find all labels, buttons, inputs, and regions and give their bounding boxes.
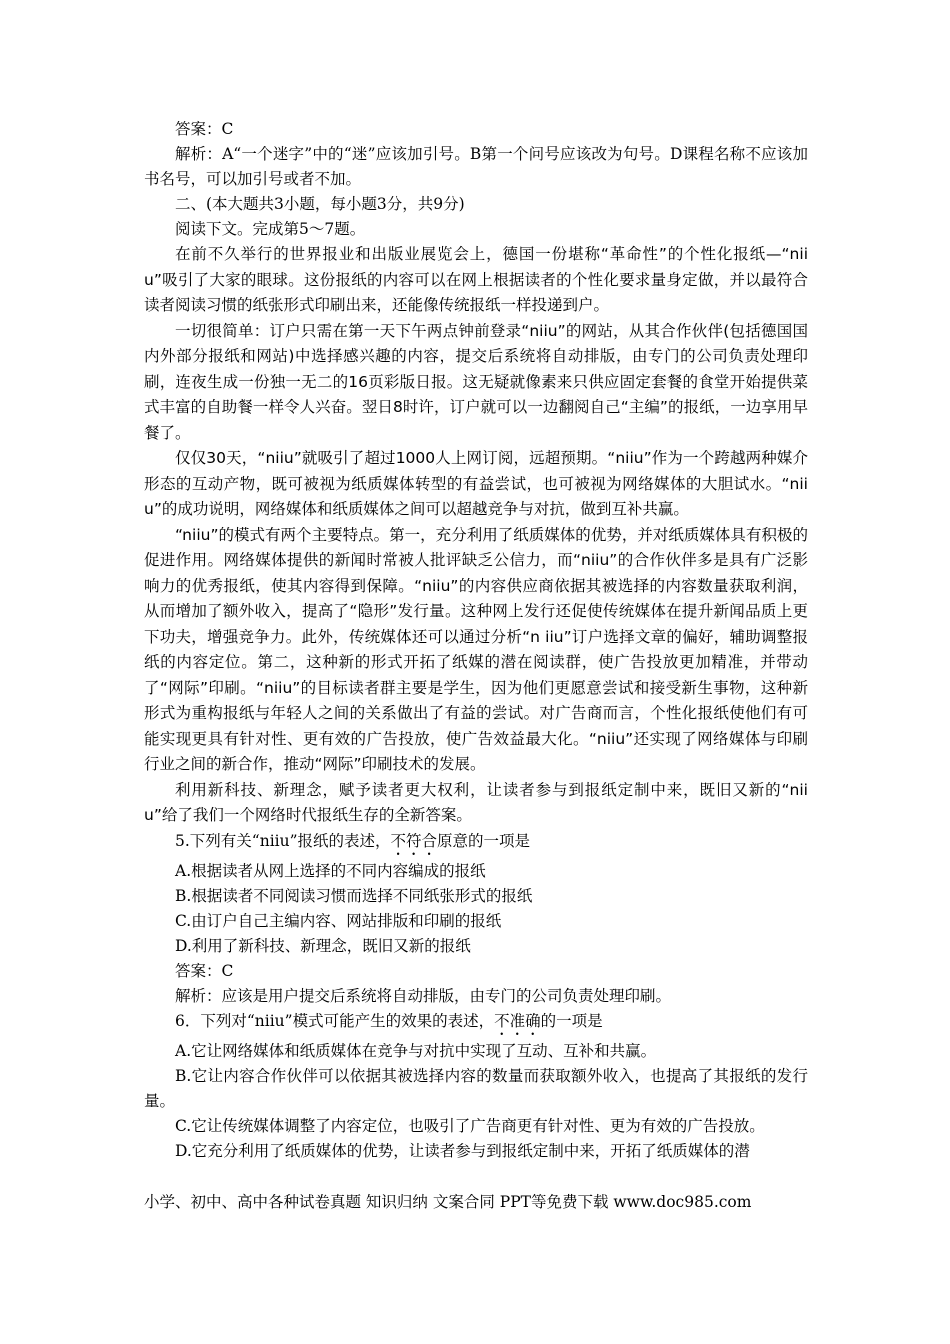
q5-option-c: C.由订户自己主编内容、网站排版和印刷的报纸 bbox=[175, 911, 502, 930]
q6-stem-before: 6．下列对“niiu”模式可能产生的效果的表述， bbox=[175, 1011, 495, 1030]
q5-option-a: A.根据读者从网上选择的不同内容编成的报纸 bbox=[175, 861, 486, 880]
answer-1: 答案：C bbox=[175, 120, 234, 138]
q6-stem-emphasis: 不准确 bbox=[494, 1011, 541, 1030]
analysis-1: 解析：A“一个迷字”中的“迷”应该加引号。B第一个问号应该改为句号。D课程名称不应该加书名号，可以加引号或者不加。 bbox=[144, 145, 808, 188]
article-paragraph: 仅仅30天，“niiu”就吸引了超过1000人上网订阅，远超预期。“niiu”作为一个跨越两种媒介形态的互动产物，既可被视为纸质媒体转型的有益尝试，也可被视为网络媒体的大胆试水。“niiu”的成功说明，网络媒体和纸质媒体之间可以超越竞争与对抗，做到互补共赢。 bbox=[144, 449, 808, 518]
q6-stem-after: 的一项是 bbox=[540, 1011, 603, 1030]
q6-option-b: B.它让内容合作伙伴可以依据其被选择内容的数量而获取额外收入，也提高了其报纸的发行量。 bbox=[144, 1066, 808, 1110]
q5-stem-after: 原意的一项是 bbox=[437, 831, 531, 850]
article-paragraph: 一切很简单：订户只需在第一天下午两点钟前登录“niiu”的网站，从其合作伙伴(包括德国国内外部分报纸和网站)中选择感兴趣的内容，提交后系统将自动排版，由专门的公司负责处理印刷，连夜生成一份独一无二的16页彩版日报。这无疑就像素来只供应固定套餐的食堂开始提供菜式丰富的自助餐一样令人兴奋。翌日8时许，订户就可以一边翻阅自己“主编”的报纸，一边享用早餐了。 bbox=[144, 321, 808, 442]
page-footer: 小学、初中、高中各种试卷真题 知识归纳 文案合同 PPT等免费下载 www.doc985.com bbox=[144, 1193, 752, 1211]
q5-answer: 答案：C bbox=[175, 961, 234, 980]
document-body bbox=[144, 117, 808, 1164]
q5-stem-emphasis: 不符合 bbox=[390, 831, 438, 850]
question-5-stem bbox=[144, 829, 808, 859]
section-heading: 二、(本大题共3小题，每小题3分，共9分) bbox=[175, 195, 465, 213]
q6-option-a: A.它让网络媒体和纸质媒体在竞争与对抗中实现了互动、互补和共赢。 bbox=[175, 1041, 657, 1060]
q5-analysis: 解析：应该是用户提交后系统将自动排版，由专门的公司负责处理印刷。 bbox=[175, 986, 672, 1005]
q6-option-d: D.它充分利用了纸质媒体的优势，让读者参与到报纸定制中来，开拓了纸质媒体的潜 bbox=[175, 1141, 750, 1160]
reading-instruction: 阅读下文。完成第5～7题。 bbox=[175, 220, 366, 238]
article-paragraph: “niiu”的模式有两个主要特点。第一，充分利用了纸质媒体的优势，并对纸质媒体具有积极的促进作用。网络媒体提供的新闻时常被人批评缺乏公信力，而“niiu”的合作伙伴多是具有广泛影响力的优秀报纸，使其内容得到保障。“niiu”的内容供应商依据其被选择的内容数量获取利润，从而增加了额外收入，提高了“隐形”发行量。这种网上发行还促使传统媒体在提升新闻品质上更下功夫，增强竞争力。此外，传统媒体还可以通过分析“n iiu”订户选择文章的偏好，辅助调整报纸的内容定位。第二，这种新的形式开拓了纸媒的潜在阅读群，使广告投放更加精准，并带动了“网际”印刷。“niiu”的目标读者群主要是学生，因为他们更愿意尝试和接受新生事物，这种新形式为重构报纸与年轻人之间的关系做出了有益的尝试。对广告商而言，个性化报纸使他们有可能实现更具有针对性、更有效的广告投放，使广告效益最大化。“niiu”还实现了网络媒体与印刷行业之间的新合作，推动“网际”印刷技术的发展。 bbox=[144, 525, 808, 773]
article-paragraph: 利用新科技、新理念，赋予读者更大权利，让读者参与到报纸定制中来，既旧又新的“niiu”给了我们一个网络时代报纸生存的全新答案。 bbox=[144, 780, 808, 824]
q5-stem-before: 5.下列有关“niiu”报纸的表述， bbox=[175, 831, 391, 850]
article-paragraph: 在前不久举行的世界报业和出版业展览会上，德国一份堪称“革命性”的个性化报纸—“niiu”吸引了大家的眼球。这份报纸的内容可以在网上根据读者的个性化要求量身定做，并以最符合读者阅读习惯的纸张形式印刷出来，还能像传统报纸一样投递到户。 bbox=[144, 245, 808, 314]
q5-option-b: B.根据读者不同阅读习惯而选择不同纸张形式的报纸 bbox=[175, 886, 533, 905]
question-6-stem bbox=[144, 1009, 808, 1039]
q6-option-c: C.它让传统媒体调整了内容定位，也吸引了广告商更有针对性、更为有效的广告投放。 bbox=[175, 1116, 765, 1135]
q5-option-d: D.利用了新科技、新理念，既旧又新的报纸 bbox=[175, 936, 471, 955]
